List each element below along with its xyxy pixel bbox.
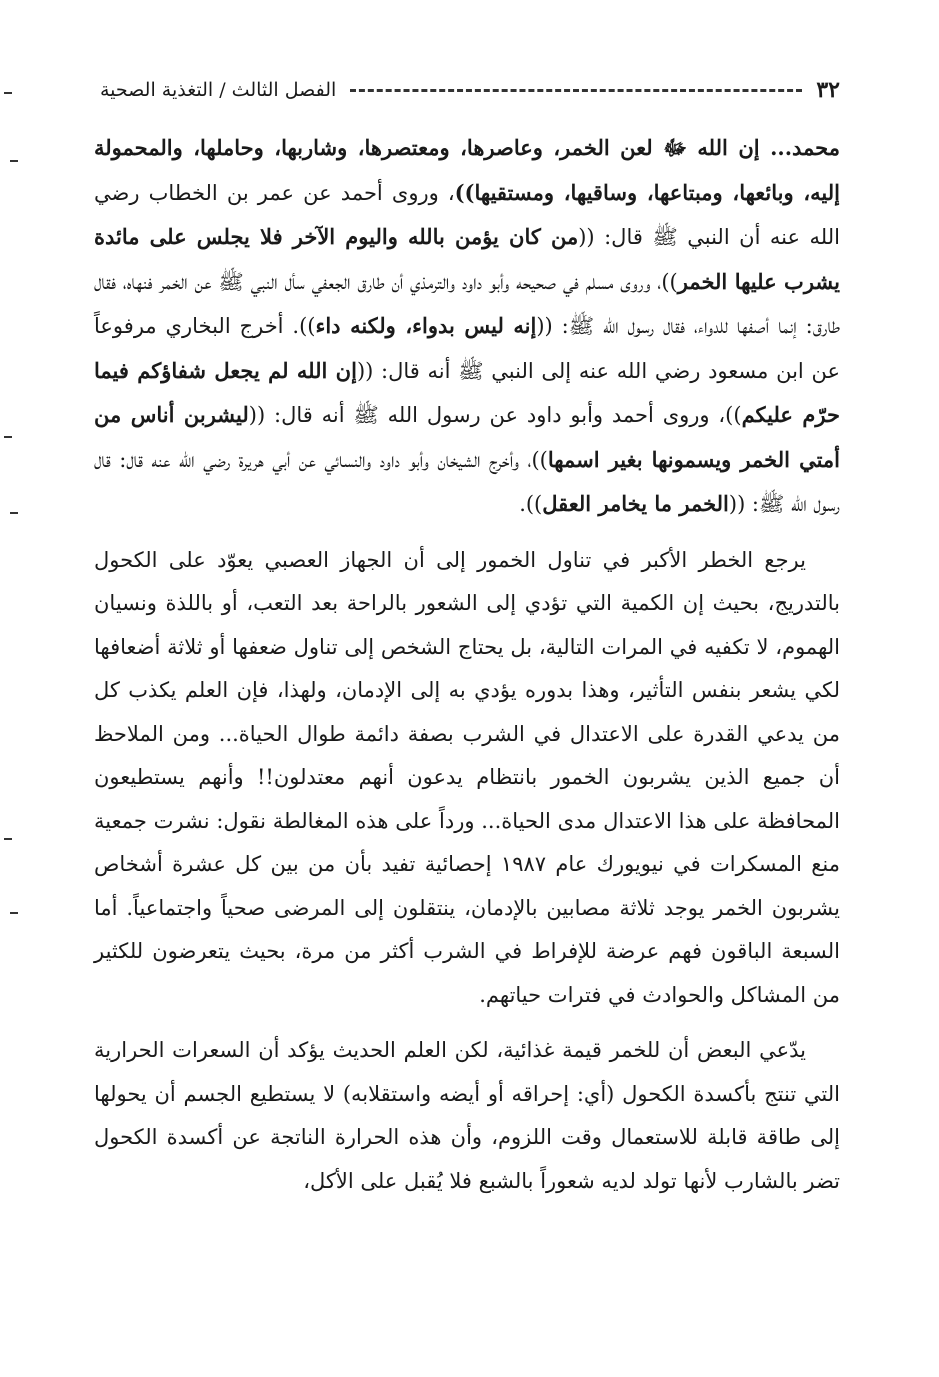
margin-mark — [10, 912, 18, 914]
text-segment: إنه ليس بدواء، ولكنه داء — [315, 313, 537, 338]
margin-mark — [10, 512, 18, 514]
text-segment: الخمر ما يخامر العقل — [542, 491, 729, 516]
running-header — [100, 70, 840, 110]
margin-mark — [4, 838, 12, 840]
text-segment: ))، وروى أحمد وأبو داود عن رسول الله ﷺ أنه قال: (( — [248, 403, 742, 427]
margin-mark — [10, 160, 18, 162]
chapter-title: الفصل الثالث / التغذية الصحية — [100, 79, 337, 101]
text-segment: ليشربن أناس من أمتي الخمر ويسمونها بغير اسمها — [94, 402, 840, 472]
text-segment: ))، وأخرج الشيخان وأبو داود والنسائي عن أبي هريرة رضي الله عنه قال: قال رسول الله ﷺ: (( — [94, 447, 840, 516]
text-segment: محمد... إن الله ﷻ لعن الخمر، وعاصرها، ومعتصرها، وشاربها، وحاملها، والمحمولة إليه، وبائعها، ومبتاعها، وساقيها، ومستقيها)) — [94, 135, 840, 205]
text-segment: يدّعي البعض أن للخمر قيمة غذائية، لكن العلم الحديث يؤكد أن السعرات الحرارية التي تنتج بأكسدة الكحول (أي: إحراقه أو أيضه واستقلابه) لا يستطيع الجسم أن يحولها إلى طاقة قابلة للاستعمال وقت اللزوم، وأن هذه الحرارة الناتجة عن أكسدة الكحول تضر بالشارب لأنها تولد لديه شعوراً بالشبع فلا يُقبل على الأكل، — [94, 1038, 840, 1193]
text-segment: )). أخرج البخاري مرفوعاً عن ابن مسعود رضي الله عنه إلى النبي ﷺ أنه قال: (( — [94, 314, 840, 383]
margin-mark — [4, 92, 12, 94]
text-segment: ، وروى أحمد عن عمر بن الخطاب رضي الله عنه أن النبي ﷺ قال: (( — [94, 180, 840, 249]
text-segment: يرجع الخطر الأكبر في تناول الخمور إلى أن الجهاز العصبي يعوّد على الكحول بالتدريج، بحيث إن الكمية التي تؤدي إلى الشعور بالراحة بعد التعب، أو باللذة ونسيان الهموم، لا تكفيه في المرات التالية، بل يحتاج الشخص إلى تناول ضعفها أو ثلاثة أضعافها لكي يشعر بنفس التأثير، وهذا بدوره يؤدي به إلى الإدمان، ولهذا، فإن العلم يكذب كل من يدعي القدرة على الاعتدال في الشرب بصفة دائمة طوال الحياة... ومن الملاحظ أن جميع الذين يشربون الخمور بانتظام يدعون أنهم معتدلون!! وأنهم يستطيعون المحافظة على هذا الاعتدال مدى الحياة... ورداً على هذه المغالطة نقول: نشرت جمعية منع المسكرات في نيويورك عام ١٩٨٧ إحصائية تفيد بأن من بين كل عشرة أشخاص يشربون الخمر يوجد ثلاثة مصابين بالإدمان، ينتقلون إلى المرضى صحياً واجتماعياً. أما السبعة الباقون فهم عرضة للإفراط في الشرب أكثر من مرة، بحيث يتعرضون للكثير من المشاكل والحوادث في فترات حياتهم. — [94, 547, 840, 1007]
text-segment: )). — [519, 492, 543, 516]
text-segment: من كان يؤمن بالله واليوم الآخر فلا يجلس على مائدة يشرب عليها الخمر — [94, 224, 840, 294]
paragraph-addiction — [94, 539, 840, 1018]
margin-mark — [4, 436, 12, 438]
header-divider — [350, 89, 802, 92]
text-segment: ))، وروى مسلم في صحيحه وأبو داود والترمذي أن طارق الجعفي سأل النبي ﷺ عن الخمر فنهاه، فقال طارق: إنما أصفها للدواء، فقال رسول الله ﷺ: (( — [94, 269, 840, 338]
page-number: ٣٢ — [816, 77, 840, 103]
paragraph-nutrition — [94, 1029, 840, 1203]
paragraph-hadith — [94, 126, 840, 527]
text-segment: إن الله لم يجعل شفاؤكم فيما حرّم عليكم — [94, 357, 840, 427]
body-text — [94, 126, 840, 1203]
